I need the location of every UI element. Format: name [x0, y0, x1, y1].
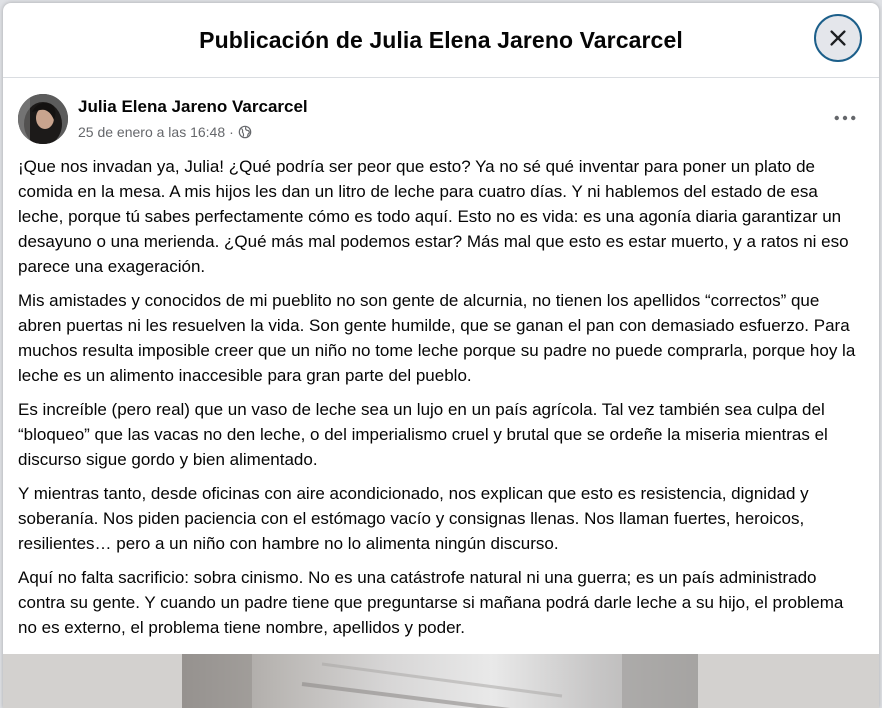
post-paragraph: ¡Que nos invadan ya, Julia! ¿Qué podría ser peor que esto? Ya no sé qué inventar para poner un plato de comida en la mesa. A mis hijos les dan un litro de leche para cuatro días. Y ni hablemos del estado de esa leche, porque tú sabes perfectamente cómo es todo aquí. Esto no es vida: es una agonía diaria garantizar un desayuno o una merienda. ¿Qué más mal podemos estar? Más mal que esto es estar muerto, y a ratos ni eso parece una exageración. [18, 157, 849, 276]
post-paragraph: Aquí no falta sacrificio: sobra cinismo. No es una catástrofe natural ni una guerra; es un país administrado contra su gente. Y cuando un padre tiene que preguntarse si mañana podrá darle leche a su hijo, el problema no es externo, el problema tiene nombre, apellidos y poder. [18, 568, 844, 637]
post-paragraph: Y mientras tanto, desde oficinas con aire acondicionado, nos explican que esto es resistencia, dignidad y soberanía. Nos piden paciencia con el estómago vacío y consignas llenas. Nos llaman fuertes, heroicos, resilientes… pero a un niño con hambre no lo alimenta ningún discurso. [18, 484, 809, 553]
more-options-button[interactable] [827, 100, 863, 136]
post-photo[interactable] [3, 654, 879, 708]
meta-separator: · [229, 124, 234, 140]
post-paragraph: Mis amistades y conocidos de mi pueblito no son gente de alcurnia, no tienen los apellidos “correctos” que abren puertas ni les resuelven la vida. Son gente humilde, que se ganan el pan con demasiado esfuerzo. Para muchos resulta imposible creer que un niño no tome leche porque su padre no puede comprarla, porque hoy la leche es un alimento inaccesible para gran parte del pueblo. [18, 291, 856, 385]
post-meta [78, 124, 252, 140]
author-name[interactable]: Julia Elena Jareno Varcarcel [78, 97, 308, 116]
photo-image [182, 654, 698, 708]
more-horizontal-icon [834, 114, 856, 122]
close-icon [827, 27, 849, 49]
dialog-title: Publicación de Julia Elena Jareno Varcarcel [199, 26, 683, 53]
dialog-header [3, 3, 879, 78]
post-header [3, 78, 879, 150]
post-paragraph: Es increíble (pero real) que un vaso de leche sea un lujo en un país agrícola. Tal vez también sea culpa del “bloqueo” que las vacas no den leche, o del imperialismo cruel y brutal que se ordeñe la miseria mientras el discurso sigue gordo y bien alimentado. [18, 400, 828, 469]
avatar[interactable] [18, 94, 68, 144]
avatar-image [18, 94, 68, 144]
globe-icon[interactable] [238, 125, 252, 139]
post-body [3, 150, 879, 640]
post-dialog [3, 3, 879, 708]
post-timestamp[interactable]: 25 de enero a las 16:48 [78, 124, 226, 140]
close-button[interactable] [814, 14, 862, 62]
